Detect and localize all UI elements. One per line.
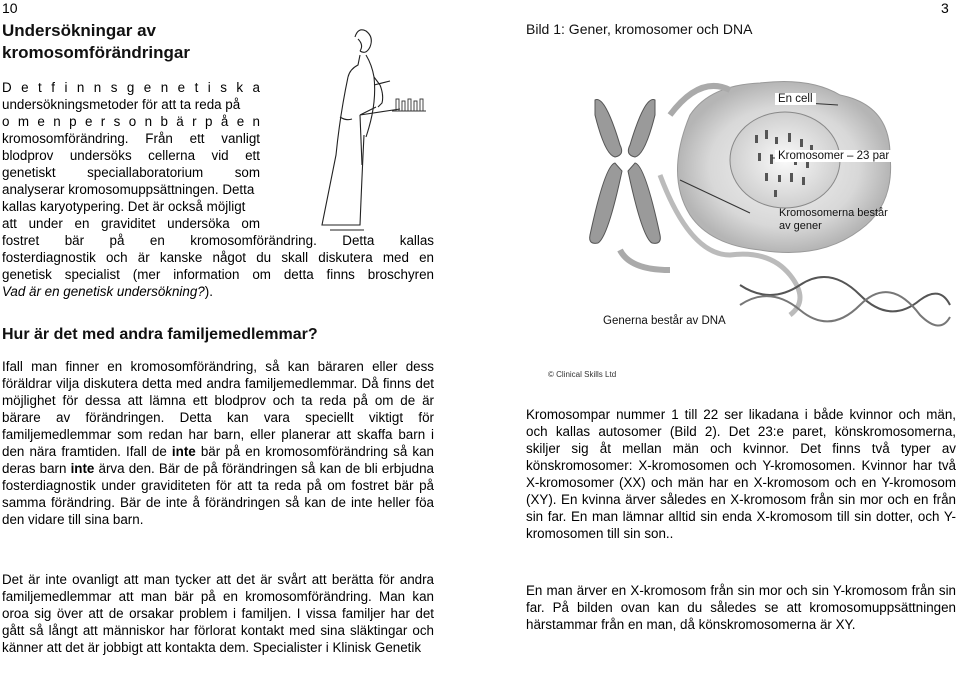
page-title bbox=[2, 20, 190, 64]
intro-line bbox=[2, 283, 434, 300]
intro-paragraph bbox=[2, 79, 437, 300]
intro-end: ). bbox=[204, 284, 213, 299]
figure-credit: © Clinical Skills Ltd bbox=[548, 370, 617, 379]
figure-title: Bild 1: Gener, kromosomer och DNA bbox=[526, 21, 753, 37]
p2-emphasis-1: inte bbox=[171, 444, 196, 459]
p2-text-a: Ifall man finner en kromosomförändring, så kan bäraren eller dess föräldrar vilja diskutera detta med andra familjemedlemmar. Då finns det möjlighet för dessa att lämna ett blodprov och ta reda på om de är bärare av förändringen. Detta kan vara speciellt viktigt för familjemedlemmar som redan har barn, eller planerar att skaffa barn i den nära framtiden. Ifall de bbox=[2, 359, 434, 459]
p2-text-c: ärva den. Bär de på förändringen så kan de bli erbjudna fosterdiagnostik under graviditeten för att ta reda på om fostret bär på samma förändring. Bär de inte å förändringen så kan de inte heller föa den vidare till sina barn. bbox=[2, 461, 434, 527]
brochure-title: Vad är en genetisk undersökning? bbox=[2, 284, 205, 299]
intro-line: kallas karyotypering. Det är också möjligt bbox=[2, 199, 246, 214]
intro-line: D e t f i n n s g e n e t i s k a bbox=[2, 80, 260, 95]
intro-line: analyserar kromosomuppsättningen. Detta bbox=[2, 182, 255, 197]
dna-strand-2 bbox=[740, 292, 950, 325]
telling-family-paragraph bbox=[2, 571, 434, 656]
page-number-left: 10 bbox=[2, 0, 18, 16]
label-genes-line-2: av gener bbox=[779, 220, 822, 232]
intro-line: att under en graviditet undersöka om bbox=[2, 216, 260, 231]
label-genes-line-1: Kromosomerna består bbox=[779, 207, 888, 219]
inheritance-paragraph bbox=[526, 582, 956, 633]
family-members-paragraph bbox=[2, 358, 434, 528]
label-chromosomes: Kromosomer – 23 par bbox=[775, 150, 892, 162]
intro-line: genetisk specialist (mer information om detta finns broschyren bbox=[2, 267, 434, 282]
sex-chromosomes-paragraph bbox=[526, 406, 956, 542]
chromosome-illustration bbox=[590, 100, 661, 244]
dna-strand-1 bbox=[740, 277, 950, 311]
intro-line: fostret bär på en kromosomförändring. Detta kallas bbox=[2, 233, 434, 248]
page-title-line-1: Undersökningar av bbox=[2, 21, 156, 40]
intro-line: blodprov undersöks cellerna vid ett bbox=[2, 148, 260, 163]
family-members-heading: Hur är det med andra familjemedlemmar? bbox=[2, 326, 318, 343]
right-p2-text: En man ärver en X-kromosom från sin mor och sin Y-kromosom från sin far. På bilden ovan kan du således se att kromosomuppsättningen härstammar från en man, då könskromosomerna är XY. bbox=[526, 583, 956, 632]
intro-line: kromosomförändring. Från ett vanligt bbox=[2, 131, 260, 146]
page-title-line-2: kromosomförändringar bbox=[2, 43, 190, 62]
label-cell: En cell bbox=[775, 93, 816, 105]
intro-line: genetiskt speciallaboratorium som bbox=[2, 165, 260, 180]
right-p1-text: Kromosompar nummer 1 till 22 ser likadana i både kvinnor och män, och kallas autosomer (Bild 2). Det 23:e paret, könskromosomerna, skiljer sig åt mellan män och kvinnor. Det finns två typer av könskromosomer: X-kromosomen och Y-kromosomen. Kvinnor har två X-kromosomer (XX) och män har en X-kromosom och en Y-kromosom (XY). En kvinna ärver således en X-kromosom från sin mor och en från sin far. En man lämnar alltid sin enda X-kromosom till sin dotter, och Y-kromosomen till sin son.. bbox=[526, 407, 956, 541]
arrow-chromosome-to-dna bbox=[620, 250, 670, 270]
intro-line: o m e n p e r s o n b ä r p å e n bbox=[2, 114, 260, 129]
p2-emphasis-2: inte bbox=[70, 461, 95, 476]
page-number-right: 3 bbox=[941, 0, 949, 16]
p2-text-b: bär på en kromosomförändring så kan deras barn bbox=[2, 444, 435, 476]
intro-line: fosterdiagnostik och är kanske något du skall diskutera med en bbox=[2, 250, 434, 265]
intro-line: undersökningsmetoder för att ta reda på bbox=[2, 97, 241, 112]
label-dna: Generna består av DNA bbox=[600, 315, 729, 327]
p3-text: Det är inte ovanligt att man tycker att det är svårt att berätta för andra familjemedlemmar att man bär på en kromosomförändring. Man kan oroa sig över att de orsakar problem i familjen. I vissa familjer har det gått så långt att människor har förlorat kontakt med sina släktingar och känner att det är jobbigt att kontakta dem. Specialister i Klinisk Genetik bbox=[2, 572, 434, 655]
label-genes bbox=[779, 207, 888, 233]
